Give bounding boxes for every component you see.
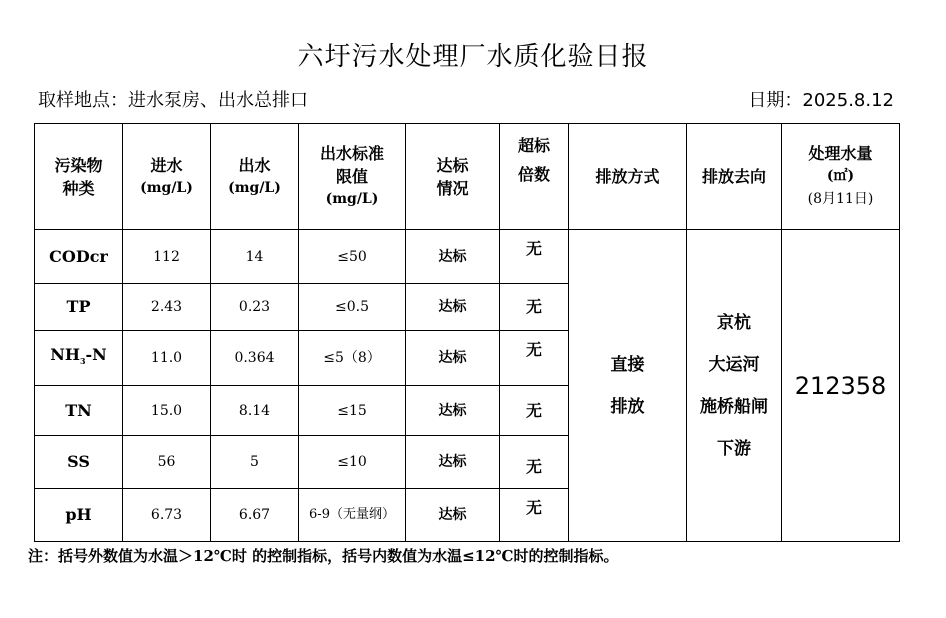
header-row <box>35 124 900 230</box>
effluent-cell: 0.23 <box>211 284 299 331</box>
header-influent <box>123 124 211 230</box>
report-title: 六圩污水处理厂水质化验日报 <box>297 42 649 72</box>
discharge-direction-cell <box>687 230 782 542</box>
limit-cell: ≤5（8） <box>299 331 406 386</box>
discharge-direction-line4: 下游 <box>717 438 751 459</box>
status-cell: 达标 <box>406 331 500 386</box>
influent-cell: 6.73 <box>123 489 211 542</box>
footnote: 注：括号外数值为水温＞12℃时 的控制指标，括号内数值为水温≤12℃时的控制指标。 <box>28 547 619 565</box>
report-date: 日期：2025.8.12 <box>748 90 894 111</box>
header-exceed-line1: 超标 <box>517 136 550 155</box>
status-cell: 达标 <box>406 489 500 542</box>
header-limit <box>299 124 406 230</box>
discharge-method-line1: 直接 <box>610 354 645 375</box>
header-limit-unit: (mg/L) <box>325 191 379 207</box>
pollutant-nh-main: NH <box>50 344 80 364</box>
pollutant-cell: TP <box>35 284 123 331</box>
pollutant-nh-subscript: 3 <box>79 356 86 367</box>
pollutant-cell: CODcr <box>35 230 123 284</box>
pollutant-cell: SS <box>35 436 123 489</box>
exceed-cell: 无 <box>500 230 569 284</box>
discharge-method-line2: 排放 <box>610 396 645 417</box>
effluent-cell: 5 <box>211 436 299 489</box>
effluent-cell: 8.14 <box>211 386 299 436</box>
limit-cell: ≤50 <box>299 230 406 284</box>
effluent-cell: 6.67 <box>211 489 299 542</box>
header-status-line2: 情况 <box>436 178 469 198</box>
header-discharge-method: 排放方式 <box>569 124 687 230</box>
discharge-direction-line1: 京杭 <box>717 312 751 333</box>
exceed-cell: 无 <box>500 386 569 436</box>
header-effluent <box>211 124 299 230</box>
header-volume-line1: 处理水量 <box>808 144 873 163</box>
exceed-cell: 无 <box>500 489 569 542</box>
status-cell: 达标 <box>406 386 500 436</box>
status-cell: 达标 <box>406 436 500 489</box>
header-volume-date: (8月11日) <box>807 191 874 207</box>
effluent-cell: 0.364 <box>211 331 299 386</box>
header-effluent-unit: (mg/L) <box>228 179 281 196</box>
pollutant-cell: TN <box>35 386 123 436</box>
exceed-cell: 无 <box>500 331 569 386</box>
influent-cell: 15.0 <box>123 386 211 436</box>
volume-value: 212358 <box>782 230 900 542</box>
discharge-direction-line2: 大运河 <box>708 354 760 375</box>
header-exceed-line2: 倍数 <box>517 165 550 184</box>
influent-cell: 2.43 <box>123 284 211 331</box>
influent-cell: 112 <box>123 230 211 284</box>
header-volume <box>782 124 900 230</box>
limit-cell: ≤0.5 <box>299 284 406 331</box>
header-discharge-direction: 排放去向 <box>687 124 782 230</box>
limit-cell: 6-9（无量纲） <box>299 489 406 542</box>
header-limit-line1: 出水标准 <box>319 144 384 163</box>
status-cell: 达标 <box>406 284 500 331</box>
discharge-method-cell <box>569 230 687 542</box>
header-effluent-line1: 出水 <box>238 155 271 175</box>
status-cell: 达标 <box>406 230 500 284</box>
header-limit-line2: 限值 <box>335 167 368 186</box>
exceed-cell: 无 <box>500 284 569 331</box>
pollutant-cell: pH <box>35 489 123 542</box>
header-volume-unit: (㎡) <box>826 168 855 184</box>
header-influent-line1: 进水 <box>150 155 183 175</box>
water-quality-table <box>34 123 900 542</box>
pollutant-nh-tail: -N <box>85 344 107 364</box>
influent-cell: 56 <box>123 436 211 489</box>
header-influent-unit: (mg/L) <box>140 179 193 196</box>
header-pollutant <box>35 124 123 230</box>
table-row <box>35 230 900 284</box>
header-pollutant-line2: 种类 <box>62 178 95 198</box>
header-exceed <box>500 124 569 230</box>
influent-cell: 11.0 <box>123 331 211 386</box>
sampling-location: 取样地点：进水泵房、出水总排口 <box>38 90 308 111</box>
limit-cell: ≤10 <box>299 436 406 489</box>
effluent-cell: 14 <box>211 230 299 284</box>
limit-cell: ≤15 <box>299 386 406 436</box>
discharge-direction-line3: 施桥船闸 <box>700 396 768 417</box>
header-pollutant-line1: 污染物 <box>54 155 103 175</box>
exceed-cell: 无 <box>500 436 569 489</box>
header-status <box>406 124 500 230</box>
header-status-line1: 达标 <box>436 155 469 175</box>
pollutant-cell <box>35 331 123 386</box>
